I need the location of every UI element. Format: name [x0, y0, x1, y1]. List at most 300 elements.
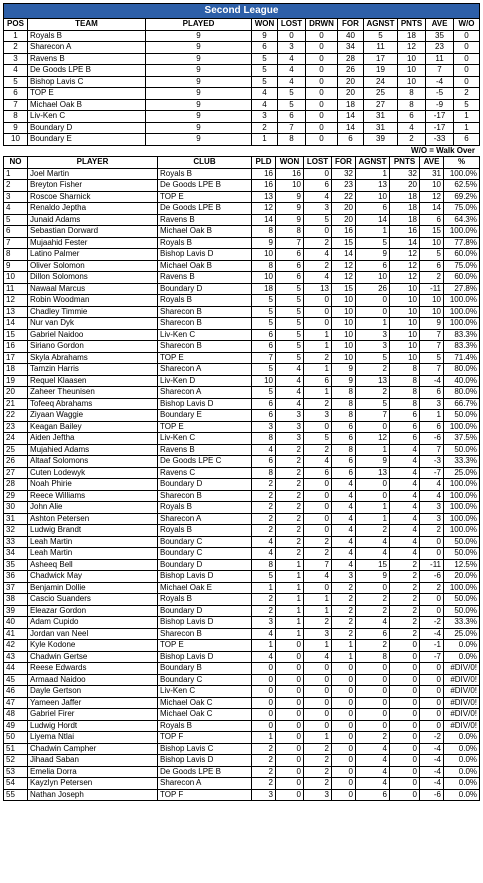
- table-cell: Roscoe Sharnick: [28, 191, 158, 203]
- table-cell: 11: [364, 42, 398, 54]
- column-header: WON: [276, 157, 304, 169]
- table-cell: 0: [276, 674, 304, 686]
- table-cell: 52: [4, 755, 28, 767]
- table-row: [4, 582, 480, 594]
- table-cell: 0: [454, 76, 480, 88]
- table-cell: 64.3%: [444, 214, 480, 226]
- table-cell: 50.0%: [444, 410, 480, 422]
- table-cell: 0: [332, 766, 356, 778]
- table-cell: 43: [4, 651, 28, 663]
- table-cell: 14: [252, 214, 276, 226]
- table-cell: 75.0%: [444, 203, 480, 215]
- table-cell: 2: [356, 732, 390, 744]
- table-cell: Chadwin Campher: [28, 743, 158, 755]
- table-cell: 0: [276, 651, 304, 663]
- table-cell: 1: [304, 640, 332, 652]
- table-cell: 15: [420, 226, 444, 238]
- column-header: PLAYED: [146, 19, 252, 31]
- table-cell: Altaaf Solomons: [28, 456, 158, 468]
- table-cell: 12: [356, 433, 390, 445]
- table-cell: 0: [420, 686, 444, 698]
- table-cell: 0: [278, 30, 306, 42]
- table-cell: 3: [252, 617, 276, 629]
- table-cell: 1: [454, 111, 480, 123]
- table-cell: 4: [332, 548, 356, 560]
- table-cell: 4: [420, 479, 444, 491]
- table-cell: Boundary B: [158, 663, 252, 675]
- table-cell: 0: [252, 709, 276, 721]
- table-cell: 6: [332, 467, 356, 479]
- table-cell: 6: [332, 456, 356, 468]
- table-cell: 0: [252, 674, 276, 686]
- table-cell: 0: [306, 76, 338, 88]
- table-cell: Sharecon A: [158, 778, 252, 790]
- table-cell: 0: [306, 122, 338, 134]
- table-cell: 4: [304, 456, 332, 468]
- table-cell: 19: [364, 65, 398, 77]
- table-row: [4, 720, 480, 732]
- table-cell: 0: [304, 318, 332, 330]
- table-cell: Bishop Lavis C: [28, 76, 146, 88]
- table-cell: 1: [356, 513, 390, 525]
- table-row: [4, 674, 480, 686]
- table-cell: 100.0%: [444, 525, 480, 537]
- table-cell: Sharecon A: [158, 387, 252, 399]
- table-row: [4, 536, 480, 548]
- table-cell: 1: [356, 502, 390, 514]
- table-cell: 20: [332, 214, 356, 226]
- table-cell: 4: [356, 617, 390, 629]
- table-cell: Ravens B: [158, 272, 252, 284]
- table-cell: 2: [390, 617, 420, 629]
- table-cell: 2: [356, 387, 390, 399]
- table-cell: Boundary D: [158, 479, 252, 491]
- column-header: PLD: [252, 157, 276, 169]
- table-cell: 2: [252, 766, 276, 778]
- table-cell: 3: [252, 421, 276, 433]
- table-cell: 8: [332, 410, 356, 422]
- table-cell: Skyla Abrahams: [28, 352, 158, 364]
- wo-note-table: [3, 146, 479, 157]
- table-cell: De Goods LPE B: [158, 180, 252, 192]
- table-cell: 8: [390, 387, 420, 399]
- table-cell: 50.0%: [444, 536, 480, 548]
- table-cell: 71.4%: [444, 352, 480, 364]
- table-cell: 4: [332, 559, 356, 571]
- table-cell: 4: [390, 490, 420, 502]
- table-cell: 2: [356, 605, 390, 617]
- table-cell: 4: [390, 467, 420, 479]
- table-cell: 22: [4, 410, 28, 422]
- table-cell: Reese Edwards: [28, 663, 158, 675]
- table-cell: 5: [276, 283, 304, 295]
- table-cell: 33: [4, 536, 28, 548]
- table-cell: 0: [454, 30, 480, 42]
- table-cell: 45: [4, 674, 28, 686]
- table-cell: Liv-Ken C: [158, 686, 252, 698]
- table-cell: 10: [420, 237, 444, 249]
- table-cell: 40: [4, 617, 28, 629]
- table-cell: 0: [454, 53, 480, 65]
- table-cell: 2: [252, 594, 276, 606]
- table-cell: 12: [332, 260, 356, 272]
- table-cell: 4: [390, 502, 420, 514]
- table-cell: Boundary D: [158, 559, 252, 571]
- table-cell: 8: [4, 249, 28, 261]
- table-cell: 1: [304, 605, 332, 617]
- table-row: [4, 697, 480, 709]
- table-row: [4, 651, 480, 663]
- table-cell: 32: [4, 525, 28, 537]
- table-cell: 25.0%: [444, 628, 480, 640]
- table-cell: 0: [276, 789, 304, 801]
- table-cell: 6: [390, 433, 420, 445]
- table-cell: Dillon Solomons: [28, 272, 158, 284]
- table-cell: 10: [4, 134, 28, 146]
- table-cell: 51: [4, 743, 28, 755]
- table-cell: 5: [420, 249, 444, 261]
- table-cell: 0: [390, 686, 420, 698]
- table-cell: 1: [4, 30, 28, 42]
- table-cell: 21: [4, 398, 28, 410]
- table-cell: -11: [420, 559, 444, 571]
- table-row: [4, 329, 480, 341]
- table-cell: 29: [4, 490, 28, 502]
- table-cell: TOP F: [158, 732, 252, 744]
- table-cell: -7: [420, 651, 444, 663]
- table-cell: 7: [420, 341, 444, 353]
- table-cell: 8: [252, 433, 276, 445]
- table-cell: 5: [276, 295, 304, 307]
- table-cell: 1: [276, 605, 304, 617]
- table-cell: Royals B: [158, 525, 252, 537]
- table-cell: 0: [276, 766, 304, 778]
- table-cell: 6: [252, 398, 276, 410]
- table-cell: 0: [390, 778, 420, 790]
- table-cell: 0: [252, 720, 276, 732]
- table-cell: 0: [276, 732, 304, 744]
- table-cell: 10: [332, 295, 356, 307]
- table-cell: 100.0%: [444, 318, 480, 330]
- table-cell: 9: [332, 364, 356, 376]
- table-cell: 2: [252, 755, 276, 767]
- table-cell: 14: [4, 318, 28, 330]
- table-cell: Michael Oak C: [158, 697, 252, 709]
- table-cell: 2: [252, 479, 276, 491]
- table-cell: 31: [4, 513, 28, 525]
- table-cell: 5: [304, 433, 332, 445]
- table-cell: 1: [252, 582, 276, 594]
- table-cell: 0: [390, 640, 420, 652]
- table-cell: 2: [304, 352, 332, 364]
- table-cell: 7: [304, 559, 332, 571]
- league-table: [3, 3, 480, 146]
- table-cell: 8: [278, 134, 306, 146]
- table-row: [4, 502, 480, 514]
- table-cell: 26: [4, 456, 28, 468]
- table-row: [4, 88, 480, 100]
- table-cell: 6: [4, 88, 28, 100]
- table-cell: -4: [426, 76, 454, 88]
- table-cell: 0: [276, 697, 304, 709]
- table-cell: 9: [146, 42, 252, 54]
- table-cell: 8: [252, 559, 276, 571]
- table-cell: Junaid Adams: [28, 214, 158, 226]
- table-cell: Benjamin Dollie: [28, 582, 158, 594]
- table-cell: Michael Oak E: [158, 582, 252, 594]
- table-cell: 1: [252, 134, 278, 146]
- table-cell: 48: [4, 709, 28, 721]
- table-cell: 18: [398, 30, 426, 42]
- table-cell: Asheeq Bell: [28, 559, 158, 571]
- table-cell: 2: [332, 628, 356, 640]
- table-cell: 66.7%: [444, 398, 480, 410]
- table-row: [4, 571, 480, 583]
- table-cell: 1: [356, 226, 390, 238]
- table-cell: 49: [4, 720, 28, 732]
- table-cell: 0.0%: [444, 755, 480, 767]
- table-cell: 100.0%: [444, 295, 480, 307]
- table-cell: 0: [356, 306, 390, 318]
- table-cell: 3: [304, 628, 332, 640]
- table-cell: 0: [390, 720, 420, 732]
- table-cell: 12: [398, 42, 426, 54]
- table-row: [4, 134, 480, 146]
- table-cell: 0: [356, 720, 390, 732]
- table-cell: 27: [4, 467, 28, 479]
- table-cell: 0: [390, 755, 420, 767]
- table-cell: Zaheer Theunisen: [28, 387, 158, 399]
- table-cell: 83.3%: [444, 329, 480, 341]
- table-cell: 0: [420, 548, 444, 560]
- table-cell: 0: [276, 686, 304, 698]
- table-cell: 12: [332, 272, 356, 284]
- table-row: [4, 191, 480, 203]
- table-cell: 14: [338, 111, 364, 123]
- table-cell: 3: [332, 571, 356, 583]
- table-cell: 35: [4, 559, 28, 571]
- table-cell: 9: [356, 571, 390, 583]
- table-cell: Royals B: [158, 502, 252, 514]
- table-cell: 4: [390, 444, 420, 456]
- table-cell: 13: [4, 306, 28, 318]
- table-cell: 2: [276, 536, 304, 548]
- table-cell: De Goods LPE C: [158, 456, 252, 468]
- table-cell: 0: [420, 709, 444, 721]
- table-cell: 20: [338, 76, 364, 88]
- table-cell: 3: [420, 398, 444, 410]
- table-cell: 0: [420, 605, 444, 617]
- table-cell: 16: [252, 180, 276, 192]
- table-cell: 0: [420, 536, 444, 548]
- column-header: FOR: [332, 157, 356, 169]
- table-cell: 13: [356, 180, 390, 192]
- table-cell: 0: [332, 686, 356, 698]
- table-cell: 39: [4, 605, 28, 617]
- table-cell: 4: [390, 513, 420, 525]
- table-cell: -11: [420, 283, 444, 295]
- table-row: [4, 111, 480, 123]
- player-body: [4, 168, 480, 801]
- table-cell: 0: [332, 789, 356, 801]
- table-cell: #DIV/0!: [444, 697, 480, 709]
- table-cell: 6: [252, 456, 276, 468]
- table-cell: 5: [356, 352, 390, 364]
- column-header: PNTS: [390, 157, 420, 169]
- table-cell: 13: [356, 375, 390, 387]
- table-cell: Kyle Kodone: [28, 640, 158, 652]
- table-cell: 2: [276, 456, 304, 468]
- table-row: [4, 272, 480, 284]
- table-cell: De Goods LPE B: [158, 766, 252, 778]
- table-row: [4, 375, 480, 387]
- table-cell: Ravens B: [158, 444, 252, 456]
- table-row: [4, 559, 480, 571]
- table-cell: 16: [390, 226, 420, 238]
- table-cell: 36: [4, 571, 28, 583]
- table-cell: 8: [332, 444, 356, 456]
- table-cell: 4: [390, 525, 420, 537]
- table-row: [4, 341, 480, 353]
- league-header-row: [4, 19, 480, 31]
- table-cell: 2: [390, 605, 420, 617]
- table-cell: Adam Cupido: [28, 617, 158, 629]
- table-cell: 2: [252, 122, 278, 134]
- table-cell: 27.8%: [444, 283, 480, 295]
- table-cell: 9: [252, 30, 278, 42]
- table-cell: 50: [4, 732, 28, 744]
- table-cell: 10: [332, 306, 356, 318]
- table-cell: 9: [252, 237, 276, 249]
- table-cell: 0: [276, 709, 304, 721]
- table-cell: De Goods LPE B: [158, 203, 252, 215]
- table-row: [4, 490, 480, 502]
- table-cell: 5: [4, 76, 28, 88]
- table-cell: 20: [390, 180, 420, 192]
- column-header: LOST: [304, 157, 332, 169]
- table-cell: 1: [356, 168, 390, 180]
- table-cell: 4: [252, 651, 276, 663]
- table-cell: 10: [398, 76, 426, 88]
- table-cell: 40: [338, 30, 364, 42]
- table-cell: Sharecon B: [158, 341, 252, 353]
- table-cell: 4: [398, 122, 426, 134]
- table-cell: 15: [332, 237, 356, 249]
- table-cell: 0: [252, 686, 276, 698]
- table-cell: 100.0%: [444, 582, 480, 594]
- table-cell: 32: [390, 168, 420, 180]
- table-cell: 0: [356, 295, 390, 307]
- table-cell: 10: [390, 318, 420, 330]
- table-cell: 25: [364, 88, 398, 100]
- table-cell: -4: [420, 778, 444, 790]
- table-cell: Michael Oak C: [158, 709, 252, 721]
- table-cell: 1: [304, 387, 332, 399]
- table-row: [4, 203, 480, 215]
- table-cell: 4: [276, 387, 304, 399]
- table-cell: 0: [420, 697, 444, 709]
- table-cell: Yameen Jaffer: [28, 697, 158, 709]
- table-row: [4, 444, 480, 456]
- table-cell: 15: [356, 559, 390, 571]
- table-cell: 2: [252, 743, 276, 755]
- table-cell: 0: [332, 743, 356, 755]
- table-cell: TOP E: [158, 640, 252, 652]
- table-cell: 2: [390, 559, 420, 571]
- table-row: [4, 364, 480, 376]
- table-cell: 9: [356, 456, 390, 468]
- table-cell: 4: [356, 536, 390, 548]
- table-cell: 0: [332, 663, 356, 675]
- table-cell: 5: [364, 30, 398, 42]
- table-row: [4, 789, 480, 801]
- table-cell: 6: [390, 421, 420, 433]
- table-cell: 0: [304, 226, 332, 238]
- table-cell: 9: [276, 214, 304, 226]
- table-cell: 30: [4, 502, 28, 514]
- league-body: [4, 30, 480, 145]
- table-cell: 2: [4, 180, 28, 192]
- table-cell: 2: [398, 134, 426, 146]
- table-cell: 5: [276, 352, 304, 364]
- table-cell: Nawaal Marcus: [28, 283, 158, 295]
- table-row: [4, 594, 480, 606]
- table-cell: 0: [356, 582, 390, 594]
- table-cell: 0: [356, 479, 390, 491]
- table-row: [4, 214, 480, 226]
- table-cell: 6: [304, 375, 332, 387]
- table-cell: 5: [420, 352, 444, 364]
- table-cell: 23: [426, 42, 454, 54]
- column-header: AVE: [420, 157, 444, 169]
- table-cell: 5: [454, 99, 480, 111]
- table-cell: Ravens C: [158, 467, 252, 479]
- table-cell: 77.8%: [444, 237, 480, 249]
- table-cell: 2: [304, 755, 332, 767]
- table-cell: 0: [306, 111, 338, 123]
- table-row: [4, 525, 480, 537]
- table-cell: 0.0%: [444, 640, 480, 652]
- table-cell: 53: [4, 766, 28, 778]
- table-cell: 7: [276, 237, 304, 249]
- table-row: [4, 778, 480, 790]
- table-cell: 23: [332, 180, 356, 192]
- table-cell: 0: [356, 697, 390, 709]
- table-cell: 5: [276, 306, 304, 318]
- table-cell: Bishop Lavis D: [158, 617, 252, 629]
- table-cell: 2: [420, 272, 444, 284]
- table-cell: Noah Phirie: [28, 479, 158, 491]
- table-cell: 4: [304, 191, 332, 203]
- table-cell: 6: [4, 226, 28, 238]
- table-row: [4, 433, 480, 445]
- table-cell: 15: [4, 329, 28, 341]
- table-cell: #DIV/0!: [444, 663, 480, 675]
- table-cell: 5: [252, 53, 278, 65]
- table-row: [4, 766, 480, 778]
- table-cell: 2: [252, 502, 276, 514]
- table-cell: 4: [278, 53, 306, 65]
- table-cell: Liv-Ken C: [28, 111, 146, 123]
- table-row: [4, 743, 480, 755]
- table-cell: 10: [390, 295, 420, 307]
- table-cell: 4: [356, 778, 390, 790]
- table-row: [4, 65, 480, 77]
- column-header: PLAYER: [28, 157, 158, 169]
- table-cell: Mujaahid Fester: [28, 237, 158, 249]
- table-cell: 2: [276, 490, 304, 502]
- table-cell: Royals B: [28, 30, 146, 42]
